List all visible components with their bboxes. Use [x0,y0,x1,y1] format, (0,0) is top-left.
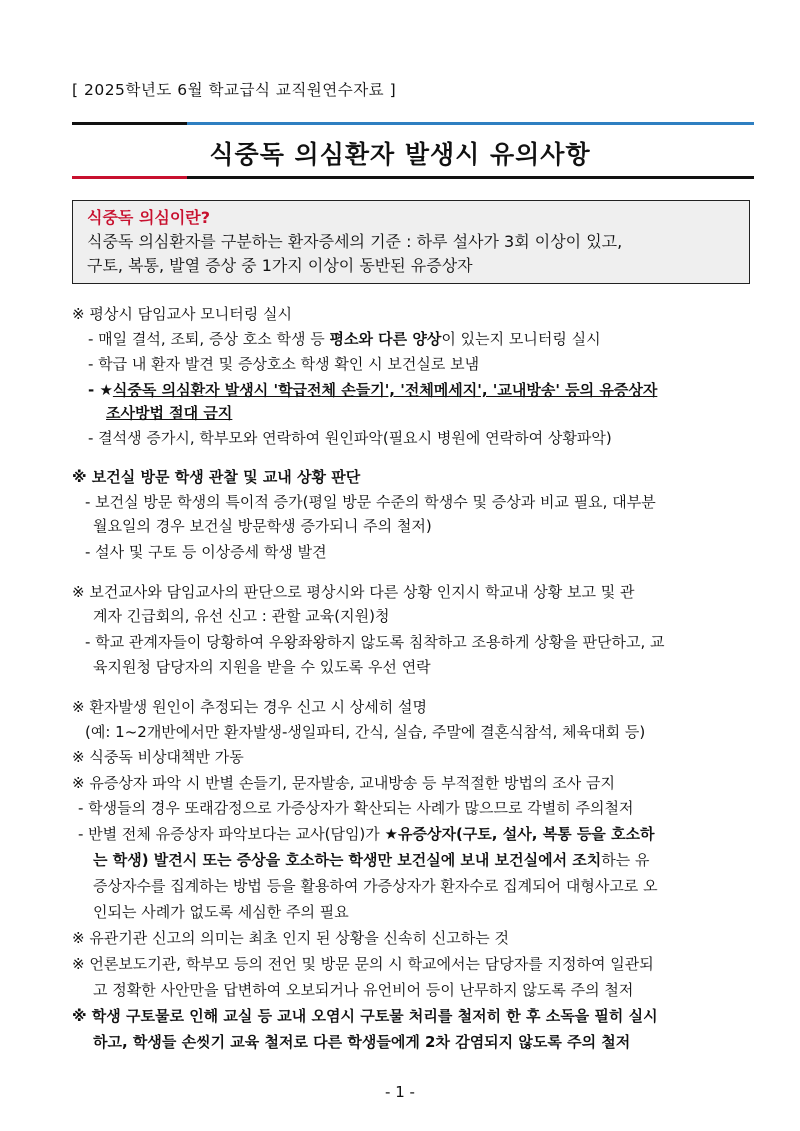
bullet-continuation [93,849,650,870]
text: - 매일 결석, 조퇴, 증상 호소 학생 등 [88,330,330,348]
text: - 반별 전체 유증상자 파악보다는 교사(담임)가 [78,825,385,843]
bullet-item [88,328,601,349]
text: 이 있는지 모니터링 실시 [441,330,601,348]
section-heading: ※ 보건실 방문 학생 관찰 및 교내 상황 판단 [72,468,361,486]
definition-line: 식중독 의심환자를 구분하는 환자증세의 기준 : 하루 설사가 3회 이상이 있고, [87,232,623,251]
section-heading-continuation: 계자 긴급회의, 유선 신고 : 관할 교육(지원)청 [93,607,390,625]
bullet-continuation: 증상자수를 집계하는 방법 등을 활용하여 가증상자가 환자수로 집계되어 대형사고로 오 [93,877,658,895]
bullet-item: - 결석생 증가시, 학부모와 연락하여 원인파악(필요시 병원에 연락하여 상황파악) [88,429,612,447]
star-mark: - ★ [88,381,113,399]
section-heading: ※ 유관기관 신고의 의미는 최초 인지 된 상황을 신속히 신고하는 것 [72,929,509,947]
section-heading: ※ 보건교사와 담임교사의 판단으로 평상시와 다른 상황 인지시 학교내 상황 보고 및 관 [72,583,635,601]
section-heading-continuation: 고 정확한 사안만을 답변하여 오보되거나 유언비어 등이 난무하지 않도록 주의 철저 [93,981,634,999]
bullet-continuation: 월요일의 경우 보건실 방문학생 증가되니 주의 철저) [93,517,432,535]
bullet-item: - 설사 및 구토 등 이상증세 학생 발견 [85,543,327,561]
bullet-item: - 학생들의 경우 또래감정으로 가증상자가 확산되는 사례가 많으므로 각별히 주의철저 [78,799,634,817]
bullet-item: - 학급 내 환자 발견 및 증상호소 학생 확인 시 보건실로 보냄 [88,355,480,373]
bullet-item: - 학교 관계자들이 당황하여 우왕좌왕하지 않도록 침착하고 조용하게 상황을 판단하고, 교 [85,633,665,651]
bullet-item-warning [88,379,657,400]
section-heading: ※ 식중독 비상대책반 가동 [72,748,244,766]
text: 하는 유 [601,851,650,869]
emphasis: 식중독 의심환자 발생시 '학급전체 손들기', '전체메세지', '교내방송' 등의 유증상자 [112,381,658,399]
definition-question: 식중독 의심이란? [87,208,211,227]
definition-line: 구토, 복통, 발열 증상 중 1가지 이상이 동반된 유증상자 [87,256,473,275]
bullet-item: - 보건실 방문 학생의 특이적 증가(평일 방문 수준의 학생수 및 증상과 비교 필요, 대부분 [85,493,656,511]
section-heading-continuation: 하고, 학생들 손씻기 교육 철저로 다른 학생들에게 2차 감염되지 않도록 주의 철저 [93,1033,631,1051]
bullet-continuation: 조사방법 절대 금지 [106,404,233,422]
bullet-item [78,823,655,844]
emphasis: ★유증상자(구토, 설사, 복통 등을 호소하 [384,825,655,843]
page-number: - 1 - [385,1083,415,1101]
example-line: (예: 1~2개반에서만 환자발생-생일파티, 간식, 실습, 주말에 결혼식참석, 체육대회 등) [85,723,646,741]
section-heading: ※ 유증상자 파악 시 반별 손들기, 문자발송, 교내방송 등 부적절한 방법의 조사 금지 [72,774,616,792]
section-heading: ※ 평상시 담임교사 모니터링 실시 [72,305,293,323]
bullet-continuation: 육지원청 담당자의 지원을 받을 수 있도록 우선 연락 [93,658,431,676]
page-title: 식중독 의심환자 발생시 유의사항 [209,140,591,169]
section-heading-bold: ※ 학생 구토물로 인해 교실 등 교내 오염시 구토물 처리를 철저히 한 후 소독을 필히 실시 [72,1007,658,1025]
bullet-continuation: 인되는 사례가 없도록 세심한 주의 필요 [93,903,349,921]
section-heading: ※ 환자발생 원인이 추정되는 경우 신고 시 상세히 설명 [72,698,428,716]
emphasis: 평소와 다른 양상 [329,330,442,348]
header-label: [ 2025학년도 6월 학교급식 교직원연수자료 ] [72,81,397,99]
section-heading: ※ 언론보도기관, 학부모 등의 전언 및 방문 문의 시 학교에서는 담당자를 지정하여 일관되 [72,955,654,973]
emphasis: 는 학생) 발견시 또는 증상을 호소하는 학생만 보건실에 보내 보건실에서 조치 [93,851,602,869]
